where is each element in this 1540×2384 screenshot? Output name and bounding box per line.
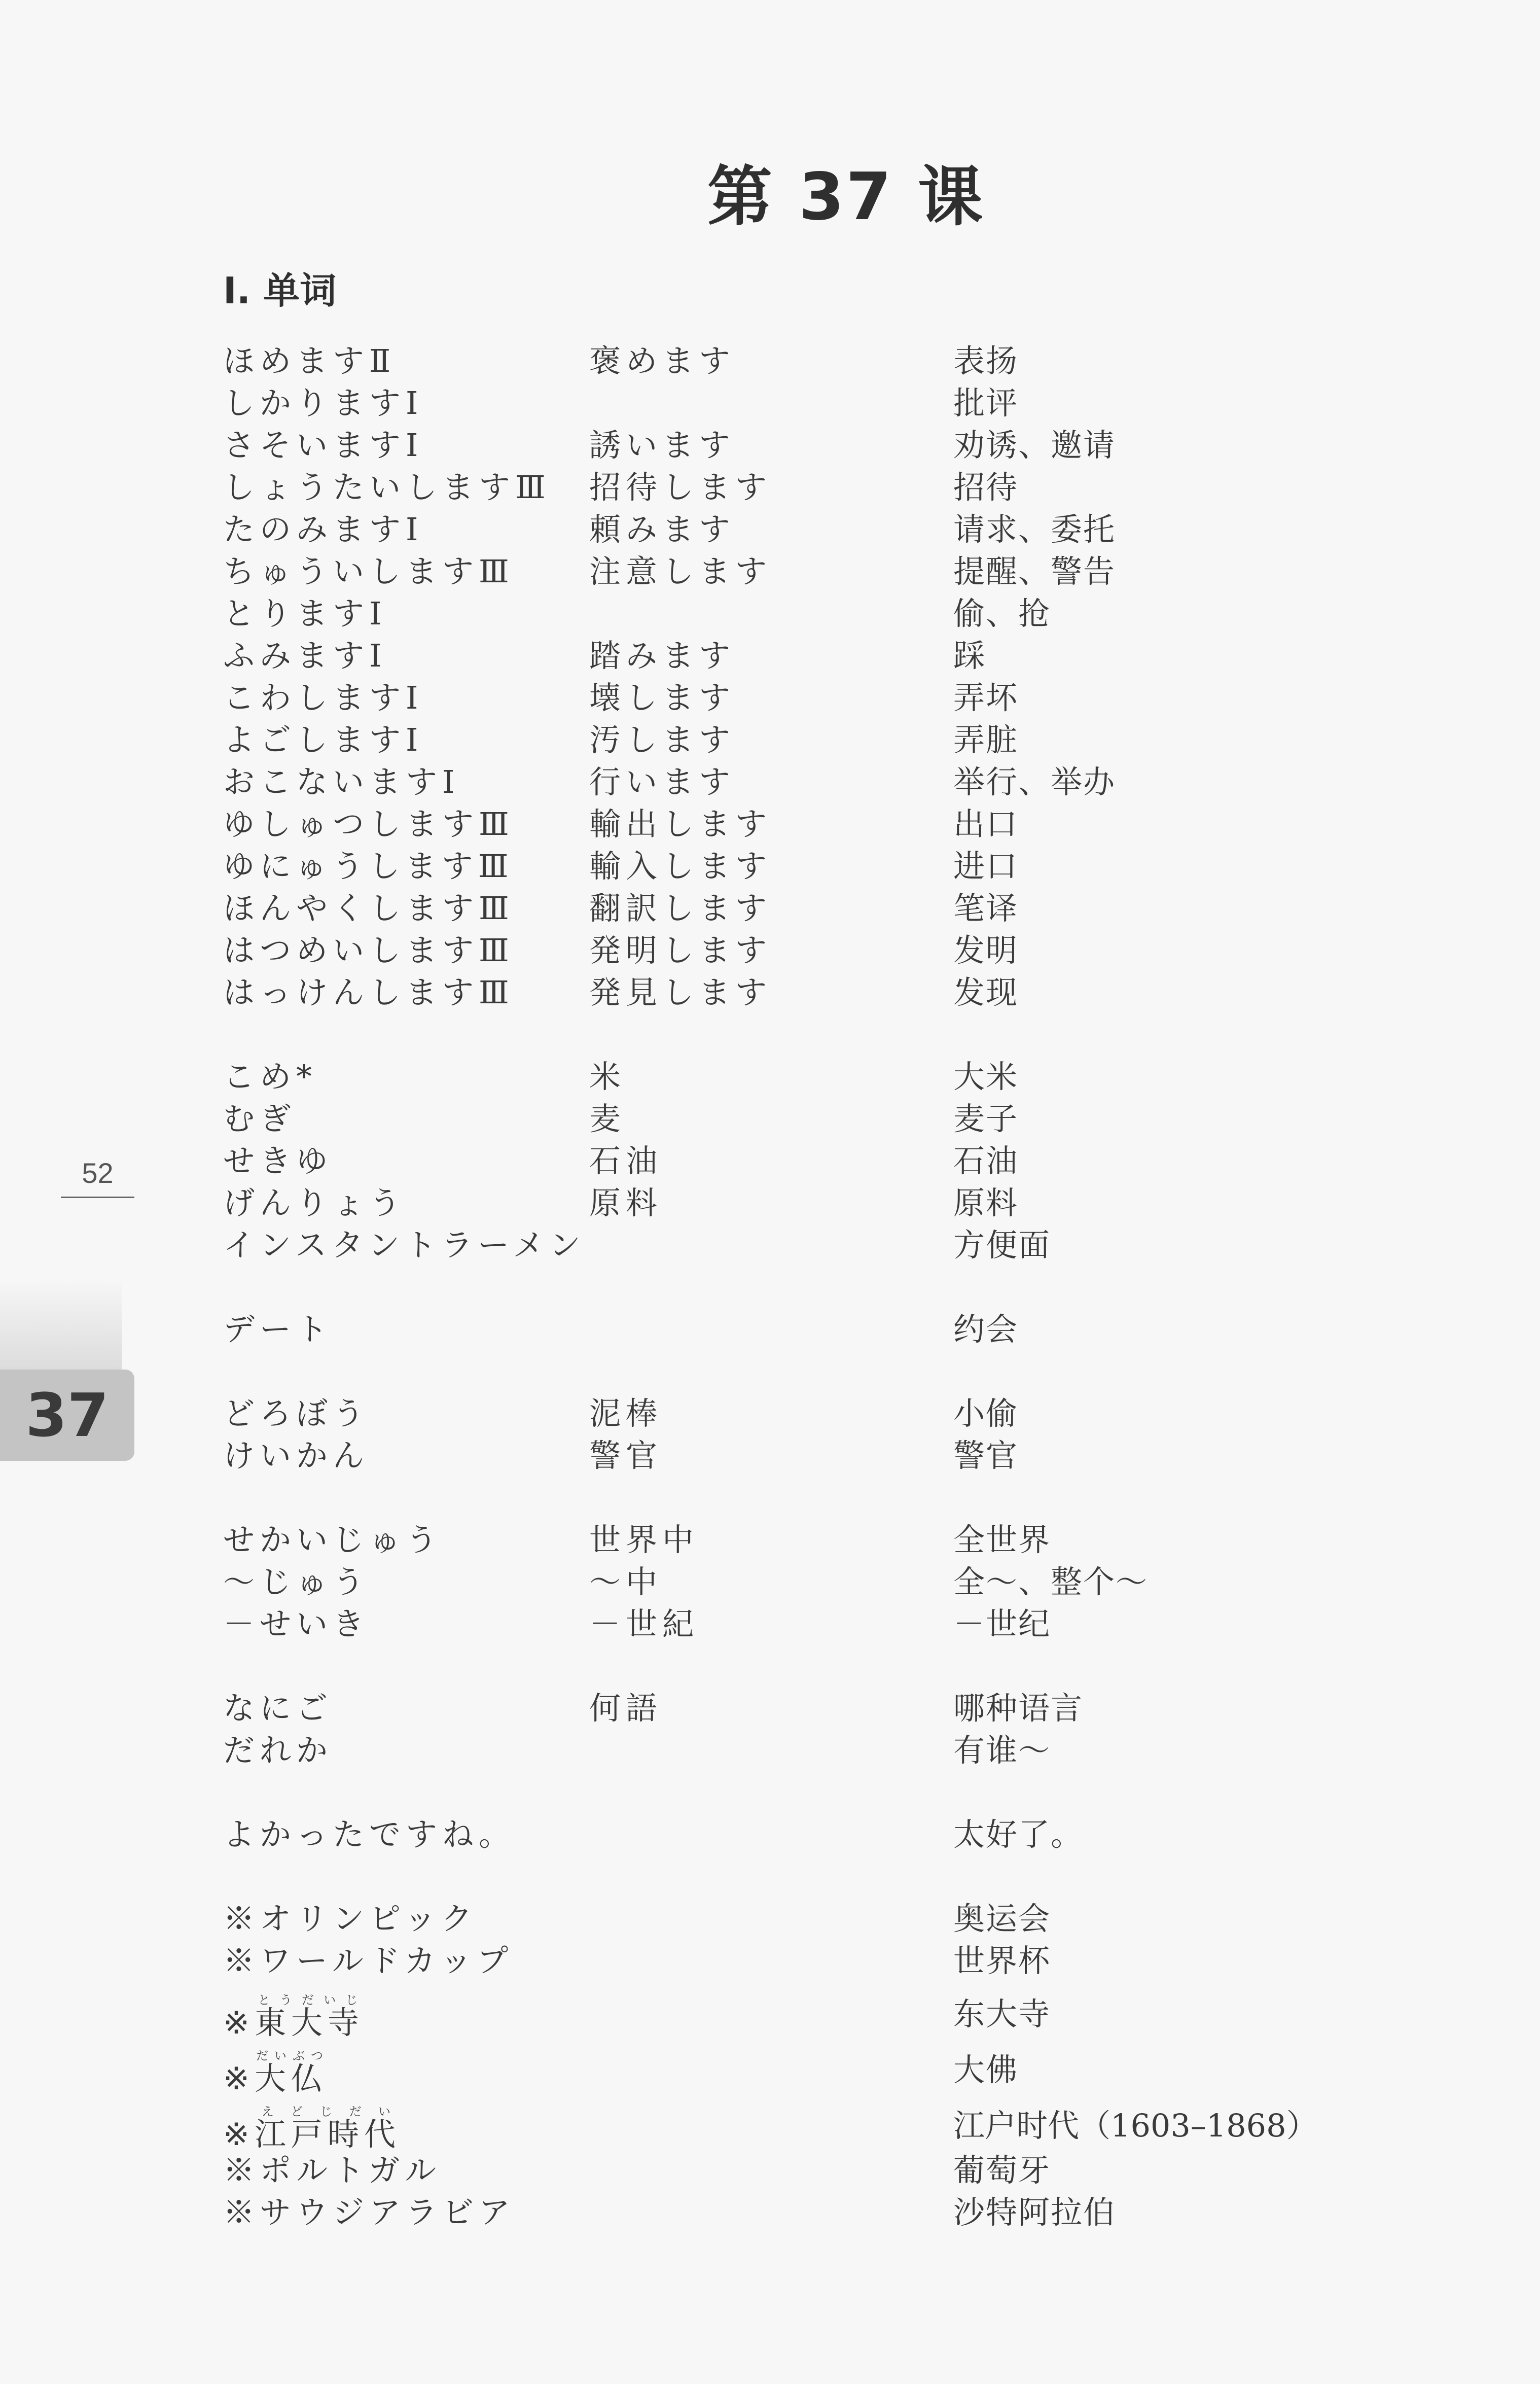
- vocab-meaning: 出口: [953, 805, 1019, 843]
- vocab-kana: しかりますⅠ: [223, 384, 423, 422]
- vocab-kanji: 世界中: [589, 1521, 699, 1558]
- vocab-kana: しょうたいしますⅢ: [223, 469, 551, 506]
- vocab-row: [223, 761, 1415, 803]
- vocab-row: [223, 1098, 1415, 1140]
- vocab-kana: ※ワールドカップ: [223, 1942, 514, 1979]
- vocab-kana: デート: [223, 1311, 333, 1348]
- furigana-word: [254, 2105, 401, 2153]
- vocab-kanji: 踏みます: [589, 637, 736, 674]
- vocab-kana: [223, 2105, 401, 2155]
- vocab-row: [223, 550, 1415, 592]
- vocab-kanji: 翻訳します: [589, 890, 772, 927]
- vocab-meaning: 全～、整个～: [953, 1563, 1149, 1600]
- vocab-kana: こわしますⅠ: [223, 679, 423, 716]
- vocab-meaning: 举行、举办: [953, 763, 1116, 800]
- vocab-row: [223, 1940, 1415, 1982]
- vocab-meaning: 奥运会: [953, 1900, 1051, 1937]
- vocab-kana: せかいじゅう: [223, 1521, 443, 1558]
- vocab-meaning: 踩: [953, 637, 986, 674]
- lesson-tab: 37: [0, 1370, 134, 1461]
- section-heading: I. 单词: [223, 269, 337, 312]
- vocab-kana: どろぼう: [223, 1395, 370, 1432]
- vocab-meaning: 有谁～: [953, 1732, 1051, 1769]
- vocab-kanji: 発明します: [589, 932, 772, 969]
- vocab-kana: ゆにゅうしますⅢ: [223, 848, 514, 885]
- vocab-row: [223, 1056, 1415, 1098]
- vocab-meaning: 哪种语言: [953, 1690, 1084, 1727]
- vocab-meaning: 劝诱、邀请: [953, 427, 1116, 464]
- vocab-kanji: 石油: [589, 1142, 663, 1179]
- vocab-meaning: 提醒、警告: [953, 553, 1116, 590]
- vocab-row: [223, 382, 1415, 424]
- vocab-meaning: 弄脏: [953, 721, 1019, 758]
- vocab-kana: はつめいしますⅢ: [223, 932, 514, 969]
- vocab-meaning: 世界杯: [953, 1942, 1051, 1979]
- vocab-kana: [223, 2049, 328, 2099]
- vocab-kana: ※オリンピック: [223, 1900, 478, 1937]
- vocab-kana: こめ*: [223, 1058, 317, 1095]
- reference-mark: ※: [223, 2116, 255, 2153]
- vocab-kana: むぎ: [223, 1100, 297, 1137]
- vocab-kanji: 誘います: [589, 427, 736, 464]
- vocab-kana: ※サウジアラビア: [223, 2194, 516, 2231]
- side-shading: [0, 1278, 122, 1370]
- vocab-meaning: 偷、抢: [953, 595, 1051, 632]
- vocab-kana: けいかん: [223, 1437, 370, 1474]
- vocab-kana: さそいますⅠ: [223, 427, 423, 464]
- vocab-row: [223, 635, 1415, 677]
- vocab-meaning: 太好了。: [953, 1816, 1084, 1853]
- vocab-kana: よごしますⅠ: [223, 721, 423, 758]
- vocab-row: [223, 2093, 1415, 2153]
- page-number: 52: [61, 1156, 134, 1198]
- vocab-row: [223, 1561, 1415, 1603]
- vocab-meaning: 石油: [953, 1142, 1019, 1179]
- vocab-meaning: 沙特阿拉伯: [953, 2194, 1116, 2231]
- group-spacer: [223, 1771, 1415, 1813]
- vocab-meaning: －世纪: [953, 1605, 1051, 1642]
- vocab-kanji: 輸入します: [589, 848, 772, 885]
- vocab-row: [223, 1687, 1415, 1729]
- vocab-kana: よかったですね。: [223, 1816, 516, 1853]
- vocab-row: [223, 887, 1415, 929]
- vocab-kanji: 何語: [589, 1690, 663, 1727]
- vocab-kana: はっけんしますⅢ: [223, 974, 514, 1011]
- group-spacer: [223, 1855, 1415, 1898]
- group-spacer: [223, 1645, 1415, 1687]
- vocab-row: [223, 1813, 1415, 1855]
- vocab-meaning: 批评: [953, 384, 1019, 422]
- furigana-word: [254, 1993, 364, 2041]
- vocab-row: [223, 677, 1415, 719]
- vocab-kanji: 泥棒: [589, 1395, 663, 1432]
- vocab-meaning: 大佛: [953, 2051, 1019, 2088]
- vocab-kana: なにご: [223, 1690, 333, 1727]
- vocab-row: [223, 1603, 1415, 1645]
- vocab-row: [223, 971, 1415, 1013]
- vocab-row: [223, 1982, 1415, 2041]
- vocab-kanji: 米: [589, 1058, 626, 1095]
- vocab-kanji: 頼みます: [589, 511, 736, 548]
- vocab-row: [223, 1434, 1415, 1477]
- vocab-meaning: 请求、委托: [953, 511, 1116, 548]
- vocab-meaning: 葡萄牙: [953, 2152, 1051, 2189]
- vocab-kanji: 招待します: [589, 469, 772, 506]
- vocab-row: [223, 1308, 1415, 1350]
- vocab-row: [223, 929, 1415, 971]
- vocab-meaning: 麦子: [953, 1100, 1019, 1137]
- vocab-row: [223, 1140, 1415, 1182]
- vocab-kanji: 褒めます: [589, 342, 736, 379]
- furigana-reading: だいぶつ: [254, 2049, 328, 2063]
- vocab-row: [223, 424, 1415, 466]
- vocab-kana: ふみますⅠ: [223, 637, 387, 674]
- vocab-meaning: 弄坏: [953, 679, 1019, 716]
- vocab-row: [223, 1729, 1415, 1771]
- page-title: 第 37 课: [707, 159, 985, 235]
- vocab-meaning: 方便面: [953, 1226, 1051, 1264]
- vocab-row: [223, 803, 1415, 845]
- vocab-kana: ※ポルトガル: [223, 2152, 442, 2189]
- vocab-kana: おこないますⅠ: [223, 763, 460, 800]
- vocab-row: [223, 2038, 1415, 2097]
- group-spacer: [223, 1477, 1415, 1519]
- furigana-word: [254, 2049, 328, 2097]
- vocab-meaning: 招待: [953, 469, 1019, 506]
- vocab-row: [223, 719, 1415, 761]
- ruby-base: 東大寺: [254, 2004, 364, 2041]
- vocab-kana: とりますⅠ: [223, 595, 387, 632]
- vocab-kana: ほんやくしますⅢ: [223, 890, 514, 927]
- vocab-meaning: 原料: [953, 1184, 1019, 1221]
- vocab-kanji: －世紀: [589, 1605, 699, 1642]
- vocab-kana: インスタントラーメン: [223, 1226, 586, 1264]
- vocab-kana: [223, 1993, 364, 2044]
- vocab-row: [223, 592, 1415, 635]
- vocab-meaning: 小偷: [953, 1395, 1019, 1432]
- vocab-row: [223, 1392, 1415, 1434]
- vocab-kana: ゆしゅつしますⅢ: [223, 805, 514, 843]
- vocab-kanji: 原料: [589, 1184, 663, 1221]
- ruby-base: 大仏: [254, 2060, 328, 2097]
- vocab-kanji: 注意します: [589, 553, 772, 590]
- vocab-kanji: 壊します: [589, 679, 736, 716]
- ruby-base: 江戸時代: [254, 2116, 401, 2153]
- reference-mark: ※: [223, 2004, 255, 2041]
- vocab-kanji: 輸出します: [589, 805, 772, 843]
- vocab-kanji: 麦: [589, 1100, 626, 1137]
- vocab-kanji: 警官: [589, 1437, 663, 1474]
- vocab-meaning: 表扬: [953, 342, 1019, 379]
- vocab-meaning: 进口: [953, 848, 1019, 885]
- vocab-meaning: 笔译: [953, 890, 1019, 927]
- vocab-meaning: 江户时代（1603–1868）: [953, 2107, 1318, 2144]
- vocab-row: [223, 1182, 1415, 1224]
- vocab-meaning: 发现: [953, 974, 1019, 1011]
- vocab-kanji: 行います: [589, 763, 736, 800]
- vocab-kana: ほめますⅡ: [223, 342, 396, 379]
- vocab-meaning: 全世界: [953, 1521, 1051, 1558]
- group-spacer: [223, 1013, 1415, 1056]
- furigana-reading: とうだいじ: [254, 1993, 364, 2007]
- vocab-kanji: 発見します: [589, 974, 772, 1011]
- vocab-row: [223, 508, 1415, 550]
- vocab-row: [223, 1224, 1415, 1266]
- vocab-meaning: 发明: [953, 932, 1019, 969]
- vocab-row: [223, 1898, 1415, 1940]
- vocab-kana: せきゆ: [223, 1142, 333, 1179]
- vocab-kanji: ～中: [589, 1563, 663, 1600]
- vocab-row: [223, 2191, 1415, 2233]
- vocab-meaning: 约会: [953, 1311, 1019, 1348]
- vocab-kana: げんりょう: [223, 1184, 406, 1221]
- vocabulary-list: [223, 340, 1415, 2233]
- vocab-row: [223, 2149, 1415, 2191]
- group-spacer: [223, 1350, 1415, 1392]
- vocab-row: [223, 340, 1415, 382]
- vocab-kanji: 汚します: [589, 721, 736, 758]
- vocab-kana: だれか: [223, 1732, 333, 1769]
- vocab-row: [223, 1519, 1415, 1561]
- vocab-row: [223, 845, 1415, 887]
- vocab-meaning: 东大寺: [953, 1995, 1051, 2032]
- vocab-row: [223, 466, 1415, 508]
- vocab-meaning: 警官: [953, 1437, 1019, 1474]
- furigana-reading: えどじだい: [254, 2105, 401, 2119]
- vocab-meaning: 大米: [953, 1058, 1019, 1095]
- vocab-kana: ～じゅう: [223, 1563, 370, 1600]
- vocab-kana: ちゅういしますⅢ: [223, 553, 514, 590]
- vocab-kana: －せいき: [223, 1605, 370, 1642]
- reference-mark: ※: [223, 2060, 255, 2097]
- vocab-kana: たのみますⅠ: [223, 511, 423, 548]
- group-spacer: [223, 1266, 1415, 1308]
